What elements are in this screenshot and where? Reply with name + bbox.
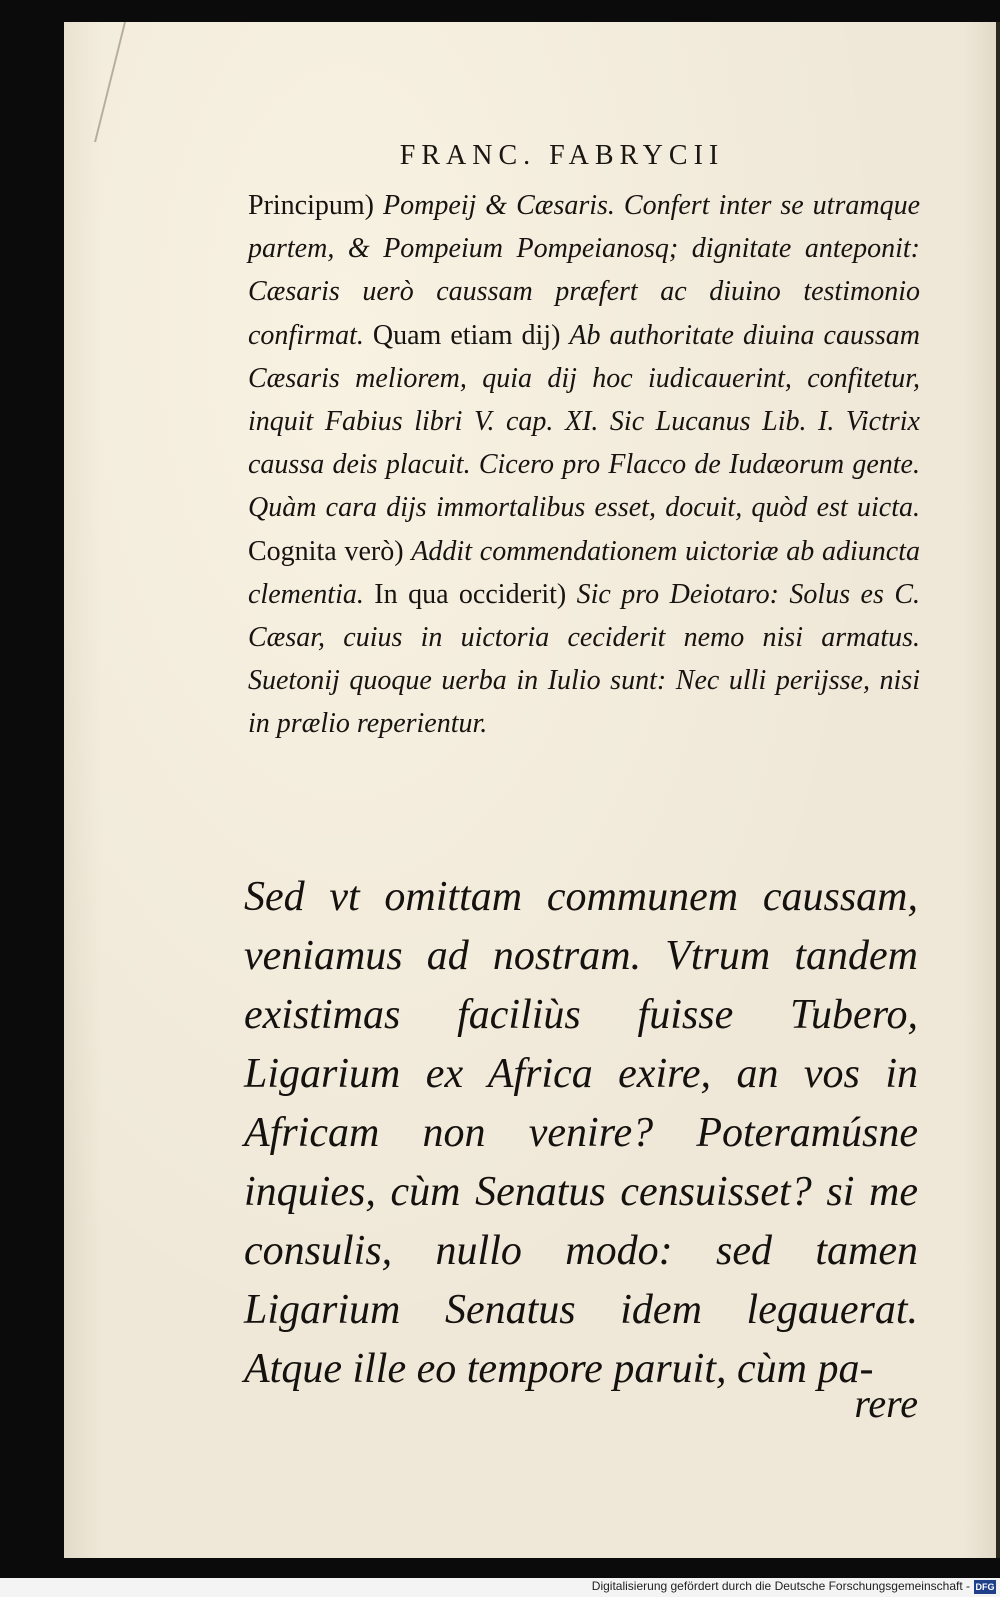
- commentary-note: Ab authoritate diuina caussam Cæsaris meliorem, quia dij hoc iudicauerint, confitetur, inquit Fabius libri V. cap. XI. Sic Lucanus Lib. I. Victrix caussa deis placuit. Cicero pro Flacco de Iudæorum gente. Quàm cara dijs immortalibus esset, docuit, quòd est uicta.: [248, 319, 920, 524]
- commentary-block: [248, 184, 920, 746]
- catchword: rere: [854, 1381, 918, 1426]
- commentary-lemma: Cognita verò): [248, 535, 412, 567]
- commentary-note: Sic pro Deiotaro: Solus es C. Cæsar, cuius in uictoria ceciderit nemo nisi armatus. Suetonij quoque uerba in Iulio sunt: Nec ulli perijsse, nisi in prælio reperientur.: [248, 578, 920, 740]
- running-head: FRANC. FABRYCII: [399, 140, 725, 171]
- main-text-paragraph: Sed vt omittam communem caussam, veniamus ad nostram. Vtrum tandem existimas faciliùs fuisse Tubero, Ligarium ex Africa exire, an vos in Africam non venire? Poteramúsne inquies, cùm Senatus censuisset? si me consulis, nullo modo: sed tamen Ligarium Senatus idem legauerat. Atque ille eo tempore paruit, cùm pa-: [244, 874, 918, 1392]
- dfg-logo: DFG: [975, 1582, 995, 1592]
- digitization-credit: Digitalisierung gefördert durch die Deutsche Forschungsgemeinschaft -: [591, 1579, 970, 1593]
- commentary-lemma: Quam etiam dij): [372, 319, 570, 351]
- commentary-note: Pompeij & Cæsaris. Confert inter se utramque partem, & Pompeium Pompeianosq; dignitate anteponit: Cæsaris uerò caussam præfert ac diuino testimonio confirmat.: [248, 190, 920, 351]
- commentary-lemma: Principum): [248, 190, 383, 221]
- commentary-lemma: In qua occiderit): [374, 578, 577, 610]
- page-edge: [996, 22, 1000, 1558]
- commentary-note: Addit commendationem uictoriæ ab adiuncta clementia.: [248, 535, 920, 610]
